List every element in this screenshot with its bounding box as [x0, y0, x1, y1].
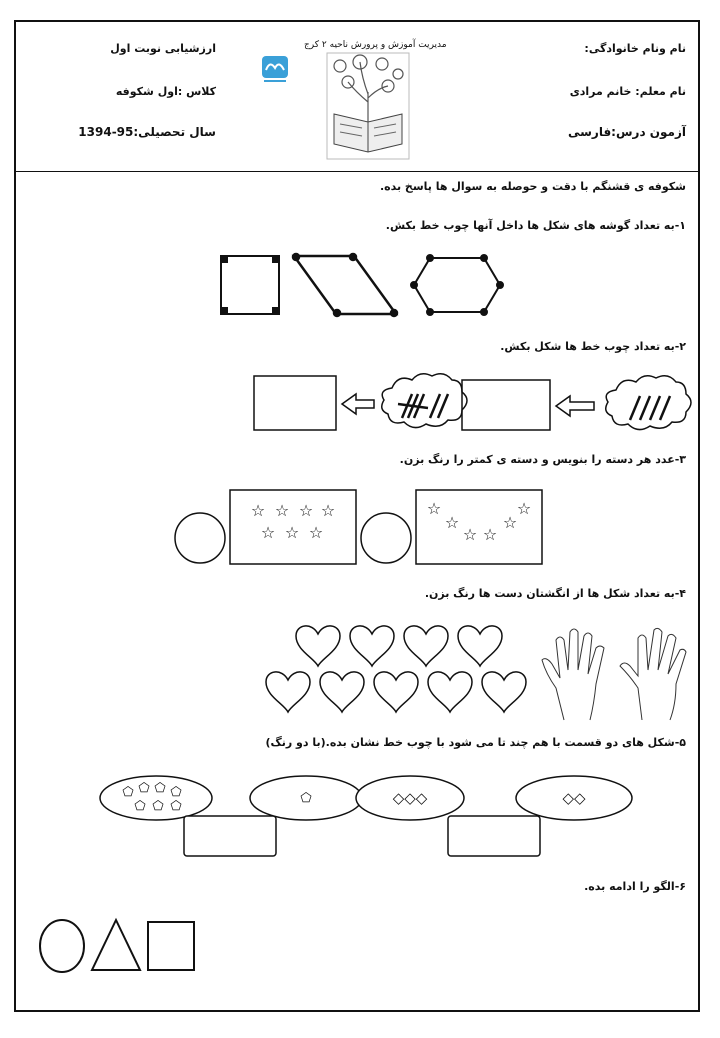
q4-hearts-bottom-icon [266, 672, 526, 712]
svg-text:☆: ☆ [482, 525, 498, 544]
svg-text:☆: ☆ [250, 501, 266, 520]
q4-hand-right-icon [620, 628, 686, 720]
svg-text:☆: ☆ [298, 501, 314, 520]
svg-text:⬠: ⬠ [154, 781, 166, 796]
question-4-text: ۴-به تعداد شکل ها از انگشتان دست ها رنگ بزن. [424, 587, 686, 600]
q1-shapes [16, 250, 702, 320]
svg-text:☆: ☆ [444, 513, 460, 532]
svg-text:⬠: ⬠ [152, 799, 164, 814]
q3-answer-circle-right [361, 513, 411, 563]
teacher-label: نام معلم: خانم مرادی [569, 85, 686, 98]
student-name-label: نام ونام خانوادگی: [584, 42, 686, 55]
svg-text:☆: ☆ [462, 525, 478, 544]
q4-hearts-hands-row [16, 618, 702, 728]
q5-diamonds-4-icon: ◇◇ [562, 789, 586, 807]
svg-text:☆: ☆ [284, 523, 300, 542]
q5-pentagon-2-icon: ⬠ [300, 791, 312, 806]
q2-tally-row [16, 370, 702, 436]
svg-text:⬠: ⬠ [138, 781, 150, 796]
q2-cloud-left-icon [382, 374, 467, 428]
q4-hand-left-icon [542, 629, 604, 720]
assessment-label: ارزشیابی نوبت اول [110, 42, 216, 55]
header-divider [16, 171, 698, 172]
education-logo-icon [260, 54, 290, 86]
svg-text:☆: ☆ [274, 501, 290, 520]
tree-book-emblem-icon [326, 52, 410, 160]
subject-label: آزمون درس:فارسی [567, 125, 686, 139]
year-label: سال تحصیلی:95-1394 [78, 125, 216, 139]
question-6-text: ۶-الگو را ادامه بده. [584, 880, 686, 893]
q3-answer-circle-left [175, 513, 225, 563]
svg-text:⬠: ⬠ [122, 785, 134, 800]
q2-answer-box-right [462, 380, 550, 430]
svg-text:☆: ☆ [320, 501, 336, 520]
svg-text:☆: ☆ [502, 513, 518, 532]
q5-answer-box-right [448, 816, 540, 856]
management-label: مدیریت آموزش و پرورش ناحیه ۲ کرج [304, 40, 447, 50]
question-1-text: ۱-به تعداد گوشه های شکل ها داخل آنها چوب خط بکش. [385, 219, 686, 232]
q1-square-icon [221, 256, 279, 314]
svg-text:⬠: ⬠ [170, 785, 182, 800]
svg-text:⬠: ⬠ [170, 799, 182, 814]
q4-hearts-top-icon [296, 626, 502, 666]
q2-arrow-right-icon [556, 396, 594, 416]
q6-triangle-icon [92, 920, 140, 970]
question-5-text: ۵-شکل های دو قسمت با هم چند تا می شود با چوب خط نشان بده.(با دو رنگ) [265, 736, 686, 749]
q1-hexagon-icon [411, 255, 503, 315]
q5-pentagons-1-icon [122, 781, 182, 814]
q5-groups-row [16, 770, 702, 866]
question-2-text: ۲-به تعداد چوب خط ها شکل بکش. [500, 340, 686, 353]
q3-stars-right-icon [427, 499, 531, 544]
class-label: کلاس :اول شکوفه [115, 85, 216, 98]
worksheet-page [14, 20, 700, 1012]
q1-parallelogram-icon [293, 254, 397, 316]
q2-answer-box-left [254, 376, 336, 430]
q6-pattern-row [16, 914, 702, 984]
svg-text:☆: ☆ [308, 523, 324, 542]
svg-text:☆: ☆ [260, 523, 276, 542]
intro-instruction: شکوفه ی قشنگم با دقت و حوصله به سوال ها پاسخ بده. [379, 180, 686, 193]
question-3-text: ۳-عدد هر دسته را بنویس و دسته ی کمتر را رنگ بزن. [399, 453, 686, 466]
q3-stars-left-icon [251, 501, 335, 542]
svg-text:⬠: ⬠ [134, 799, 146, 814]
svg-text:☆: ☆ [516, 499, 532, 518]
q2-arrow-left-icon [342, 394, 374, 414]
q6-circle-icon [40, 920, 84, 972]
q5-answer-box-left [184, 816, 276, 856]
svg-text:☆: ☆ [426, 499, 442, 518]
q6-square-icon [148, 922, 194, 970]
q3-stars-row [16, 486, 702, 566]
q5-diamonds-3-icon: ◇◇◇ [392, 789, 428, 807]
